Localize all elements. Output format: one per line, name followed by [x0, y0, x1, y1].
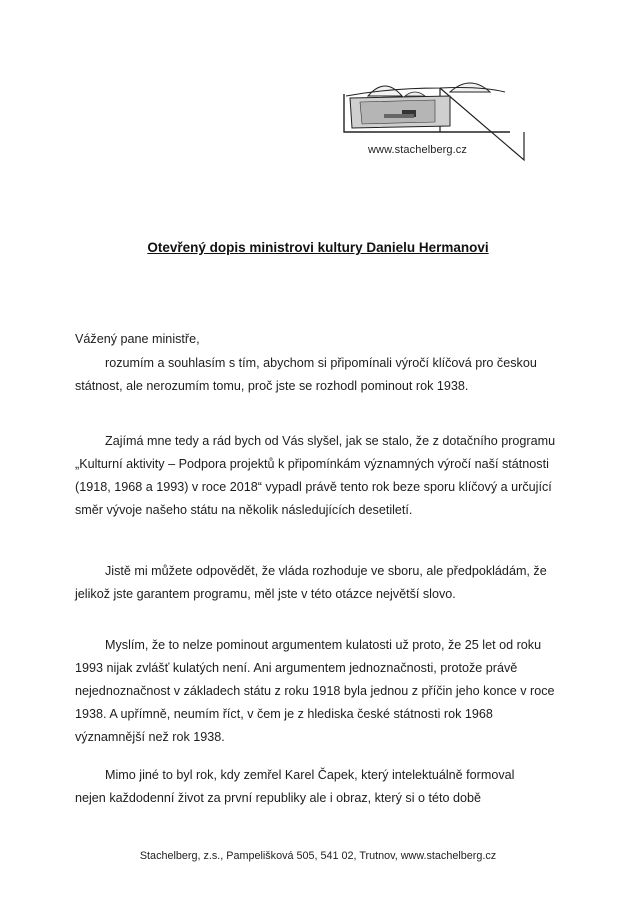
salutation: Vážený pane ministře,: [75, 332, 200, 346]
letterhead-url: www.stachelberg.cz: [368, 144, 468, 156]
paragraph-line: Myslím, že to nelze pominout argumentem kulatosti už proto, že 25 let od roku: [105, 638, 542, 652]
paragraph-line: nejednoznačnost v základech státu z roku 1918 byla jednou z příčin jeho konce v roce: [75, 684, 555, 698]
paragraph-line: (1918, 1968 a 1993) v roce 2018“ vypadl právě tento rok beze sporu klíčový a určující: [75, 480, 552, 494]
paragraph-5: [75, 764, 580, 810]
paragraph-line: Mimo jiné to byl rok, kdy zemřel Karel Čapek, který intelektuálně formoval: [105, 768, 515, 782]
paragraph-line: nejen každodenní život za první republiky ale i obraz, který si o této době: [75, 791, 482, 805]
paragraph-line: „Kulturní aktivity – Podpora projektů k připomínkám významných výročí naší státnosti: [75, 457, 549, 471]
paragraph-line: Jistě mi můžete odpovědět, že vláda rozhoduje ve sboru, ale předpokládám, že: [105, 564, 547, 578]
footer-address: Stachelberg, z.s., Pampelišková 505, 541 02, Trutnov, www.stachelberg.cz: [139, 850, 497, 862]
paragraph-line: 1938. A upřímně, neumím říct, v čem je z hlediska české státnosti rok 1968: [75, 707, 493, 721]
paragraph-1: [75, 352, 580, 398]
paragraph-2: [75, 430, 580, 522]
paragraph-line: státnost, ale nerozumím tomu, proč jste se rozhodl pominout rok 1938.: [75, 379, 469, 393]
paragraph-line: rozumím a souhlasím s tím, abychom si připomínali výročí klíčová pro českou: [105, 356, 537, 370]
paragraph-line: Zajímá mne tedy a rád bych od Vás slyšel, jak se stalo, že z dotačního programu: [105, 434, 556, 448]
paragraph-line: jelikož jste garantem programu, měl jste v této otázce největší slovo.: [75, 587, 456, 601]
paragraph-line: významnější než rok 1938.: [75, 730, 225, 744]
paragraph-line: 1993 nijak zvlášť kulatých není. Ani argumentem jednoznačnosti, protože právě: [75, 661, 518, 675]
paragraph-4: [75, 634, 580, 749]
letter-title: Otevřený dopis ministrovi kultury Danielu Hermanovi: [147, 240, 489, 255]
paragraph-line: směr vývoje našeho státu na několik následujících desetiletí.: [75, 503, 413, 517]
paragraph-3: [75, 560, 580, 606]
